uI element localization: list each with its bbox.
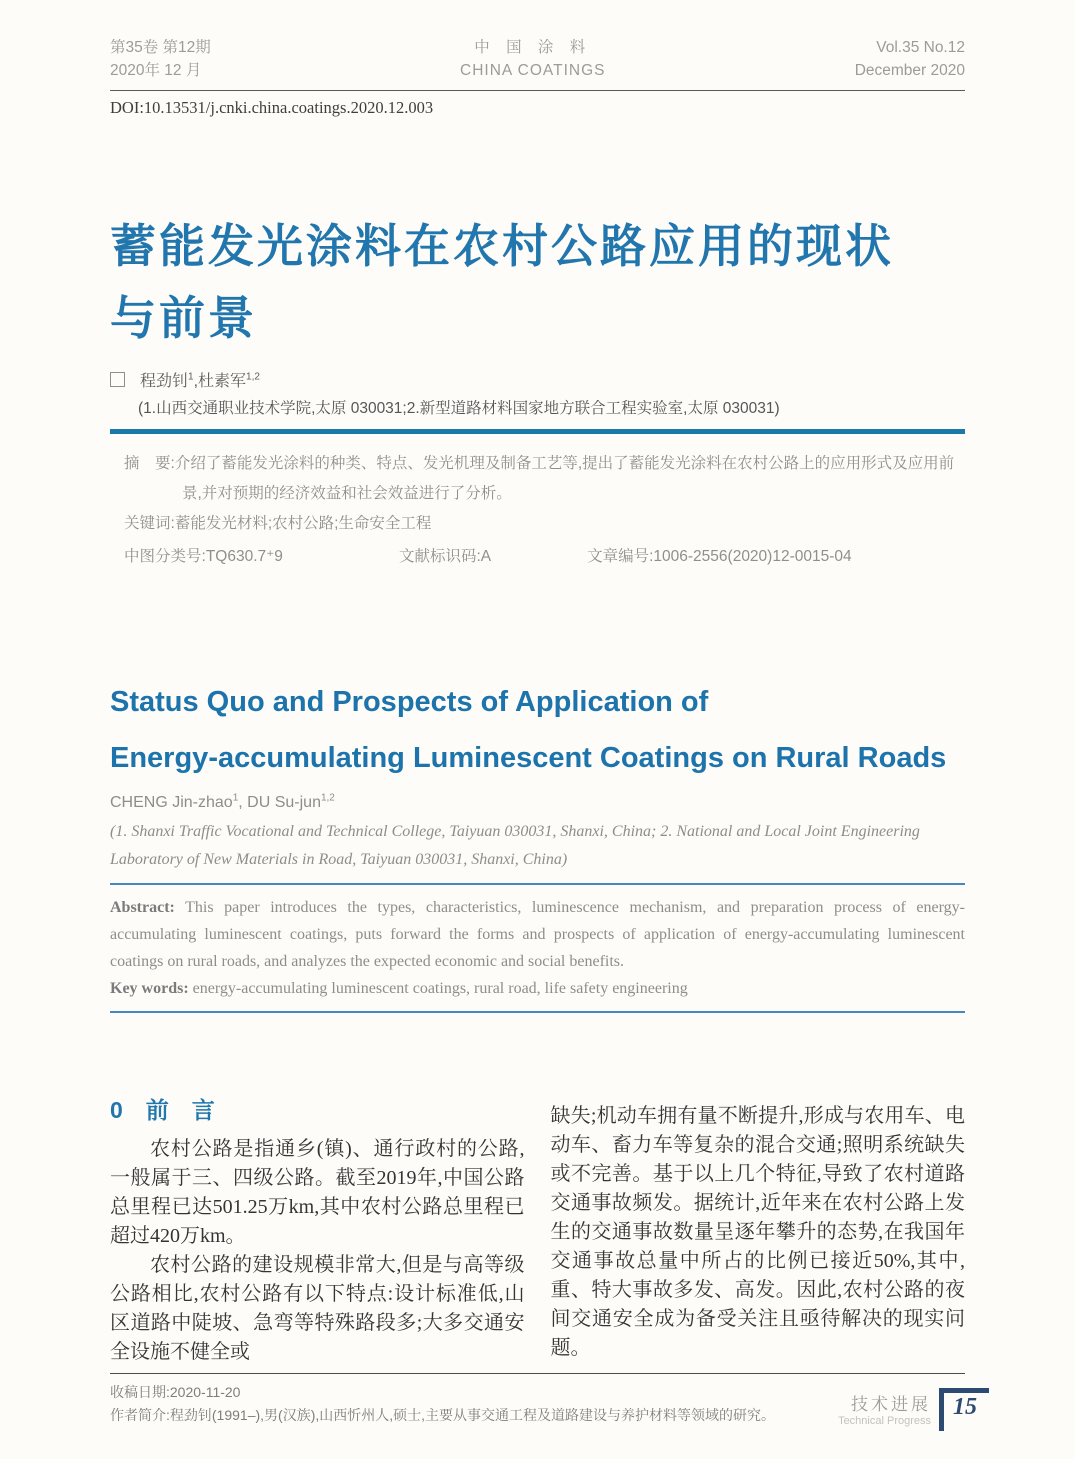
title-en-line1: Status Quo and Prospects of Application of: [110, 686, 709, 718]
document-code: [399, 544, 491, 566]
doc-code-value: A: [480, 548, 492, 565]
header-right: [855, 36, 965, 82]
abstract-en-paragraph: [110, 894, 965, 975]
thick-blue-divider: [110, 429, 965, 434]
clc-value: TQ630.7⁺9: [205, 548, 283, 565]
received-value: 2020-11-20: [169, 1384, 241, 1400]
header-left: [110, 36, 211, 82]
keywords-en-text: energy-accumulating luminescent coatings, rural road, life safety engineering: [188, 980, 688, 997]
author-en-2-sup: 1,2: [320, 792, 335, 804]
author-bio-line: [110, 1404, 965, 1427]
keywords-cn-text: 蓄能发光材料;农村公路;生命安全工程: [174, 515, 432, 532]
issue-en: Vol.35 No.12: [876, 39, 965, 56]
keywords-en-label: Key words:: [110, 980, 189, 997]
affiliation-en: (1. Shanxi Traffic Vocational and Technical College, Taiyuan 030031, Shanxi, China; 2. National and Local Joint Engineering Laboratory of New Materials in Road, Taiyuan 030031, Shanxi, China): [110, 823, 920, 868]
date-cn: 2020年 12 月: [110, 62, 202, 79]
clc-label: 中图分类号:: [124, 548, 206, 565]
abstract-en-label: Abstract:: [110, 899, 175, 916]
body-paragraph-1: 农村公路是指通乡(镇)、通行政村的公路,一般属于三、四级公路。截至2019年,中国公路总里程已达501.25万km,其中农村公路总里程已超过420万km。: [110, 1138, 525, 1247]
square-marker-icon: [110, 372, 125, 387]
received-date-line: [110, 1381, 965, 1404]
authors-cn: [140, 368, 260, 391]
body-column-left: [110, 1095, 525, 1367]
bio-text: 程劲钊(1991–),男(汉族),山西忻州人,硕士,主要从事交通工程及道路建设与养护材料等领域的研究。: [169, 1407, 776, 1423]
author-cn-1-sup: 1: [188, 371, 194, 383]
abstract-cn-paragraph: [124, 449, 965, 509]
header-center: [460, 36, 605, 82]
article-id-value: 1006-2556(2020)12-0015-04: [653, 548, 852, 565]
thin-blue-divider-bottom: [110, 1011, 965, 1013]
affiliation-cn: (1.山西交通职业技术学院,太原 030031;2.新型道路材料国家地方联合工程实验室,太原 030031): [138, 400, 780, 417]
abstract-en-block: [110, 894, 965, 1002]
title-en-line2: Energy-accumulating Luminescent Coatings on Rural Roads: [110, 742, 947, 774]
date-en: December 2020: [854, 62, 965, 79]
author-en-1: CHENG Jin-zhao: [110, 794, 233, 811]
abstract-cn-label: 摘 要:: [124, 455, 175, 472]
article-body: [110, 1095, 965, 1367]
keywords-en-line: [110, 975, 965, 1002]
article-title-cn: 蓄能发光涂料在农村公路应用的现状与前景: [110, 220, 894, 344]
author-cn-2: ,杜素军: [193, 373, 247, 390]
keywords-cn-line: [124, 509, 965, 539]
abstract-en-text: This paper introduces the types, characteristics, luminescence mechanism, and preparation process of energy-accumulating luminescent coatings, puts forward the forms and prospects of application of energy-accumulating luminescent coatings on rural roads, and analyzes the expected economic and social benefits.: [110, 899, 965, 970]
author-en-1-sup: 1: [232, 792, 239, 804]
footer-section-en: Technical Progress: [838, 1415, 931, 1427]
page-number-badge: 15: [939, 1388, 989, 1431]
meta-row: [110, 544, 965, 566]
body-column-right: [551, 1095, 966, 1367]
bio-label: 作者简介:: [110, 1407, 170, 1423]
article-title-en: [110, 674, 965, 786]
body-paragraph-2: 农村公路的建设规模非常大,但是与高等级公路相比,农村公路有以下特点:设计标准低,山区道路中陡坡、急弯等特殊路段多;大多交通安全设施不健全或: [110, 1254, 525, 1363]
doi-line: DOI:10.13531/j.cnki.china.coatings.2020.12.003: [110, 98, 434, 117]
clc-number: [124, 544, 283, 566]
authors-en: [110, 794, 965, 812]
authors-cn-row: [110, 368, 965, 391]
article-id: [587, 544, 852, 566]
page-footer: [838, 1388, 989, 1431]
doc-code-label: 文献标识码:: [398, 548, 481, 565]
abstract-cn-text: 介绍了蓄能发光涂料的种类、特点、发光机理及制备工艺等,提出了蓄能发光涂料在农村公路上的应用形式及应用前景,并对预期的经济效益和社会效益进行了分析。: [174, 455, 955, 502]
thin-blue-divider-top: [110, 883, 965, 885]
journal-header: [110, 0, 965, 91]
issue-cn: 第35卷 第12期: [110, 39, 211, 56]
body-paragraph-3: 缺失;机动车拥有量不断提升,形成与农用车、电动车、畜力车等复杂的混合交通;照明系统缺失或不完善。基于以上几个特征,导致了农村道路交通事故频发。据统计,近年来在农村公路上发生的交通事故数量呈逐年攀升的态势,在我国年交通事故总量中所占的比例已接近50%,其中,重、特大事故多发、高发。因此,农村公路的夜间交通安全成为备受关注且亟待解决的现实问题。: [550, 1105, 965, 1359]
author-cn-2-sup: 1,2: [246, 371, 260, 383]
journal-name-cn: 中 国 涂 料: [474, 39, 592, 56]
journal-name-en: CHINA COATINGS: [460, 62, 606, 79]
section-heading-0: 0 前 言: [110, 1097, 215, 1123]
author-cn-1: 程劲钊: [140, 373, 189, 390]
footer-section-labels: [838, 1388, 931, 1428]
keywords-cn-label: 关键词:: [124, 515, 175, 532]
footnote-block: [110, 1373, 965, 1427]
article-id-label: 文章编号:: [587, 548, 654, 565]
footer-section-cn: 技术进展: [851, 1395, 931, 1414]
received-label: 收稿日期:: [110, 1384, 170, 1400]
abstract-cn-block: [110, 449, 965, 539]
author-en-2: , DU Su-jun: [238, 794, 321, 811]
